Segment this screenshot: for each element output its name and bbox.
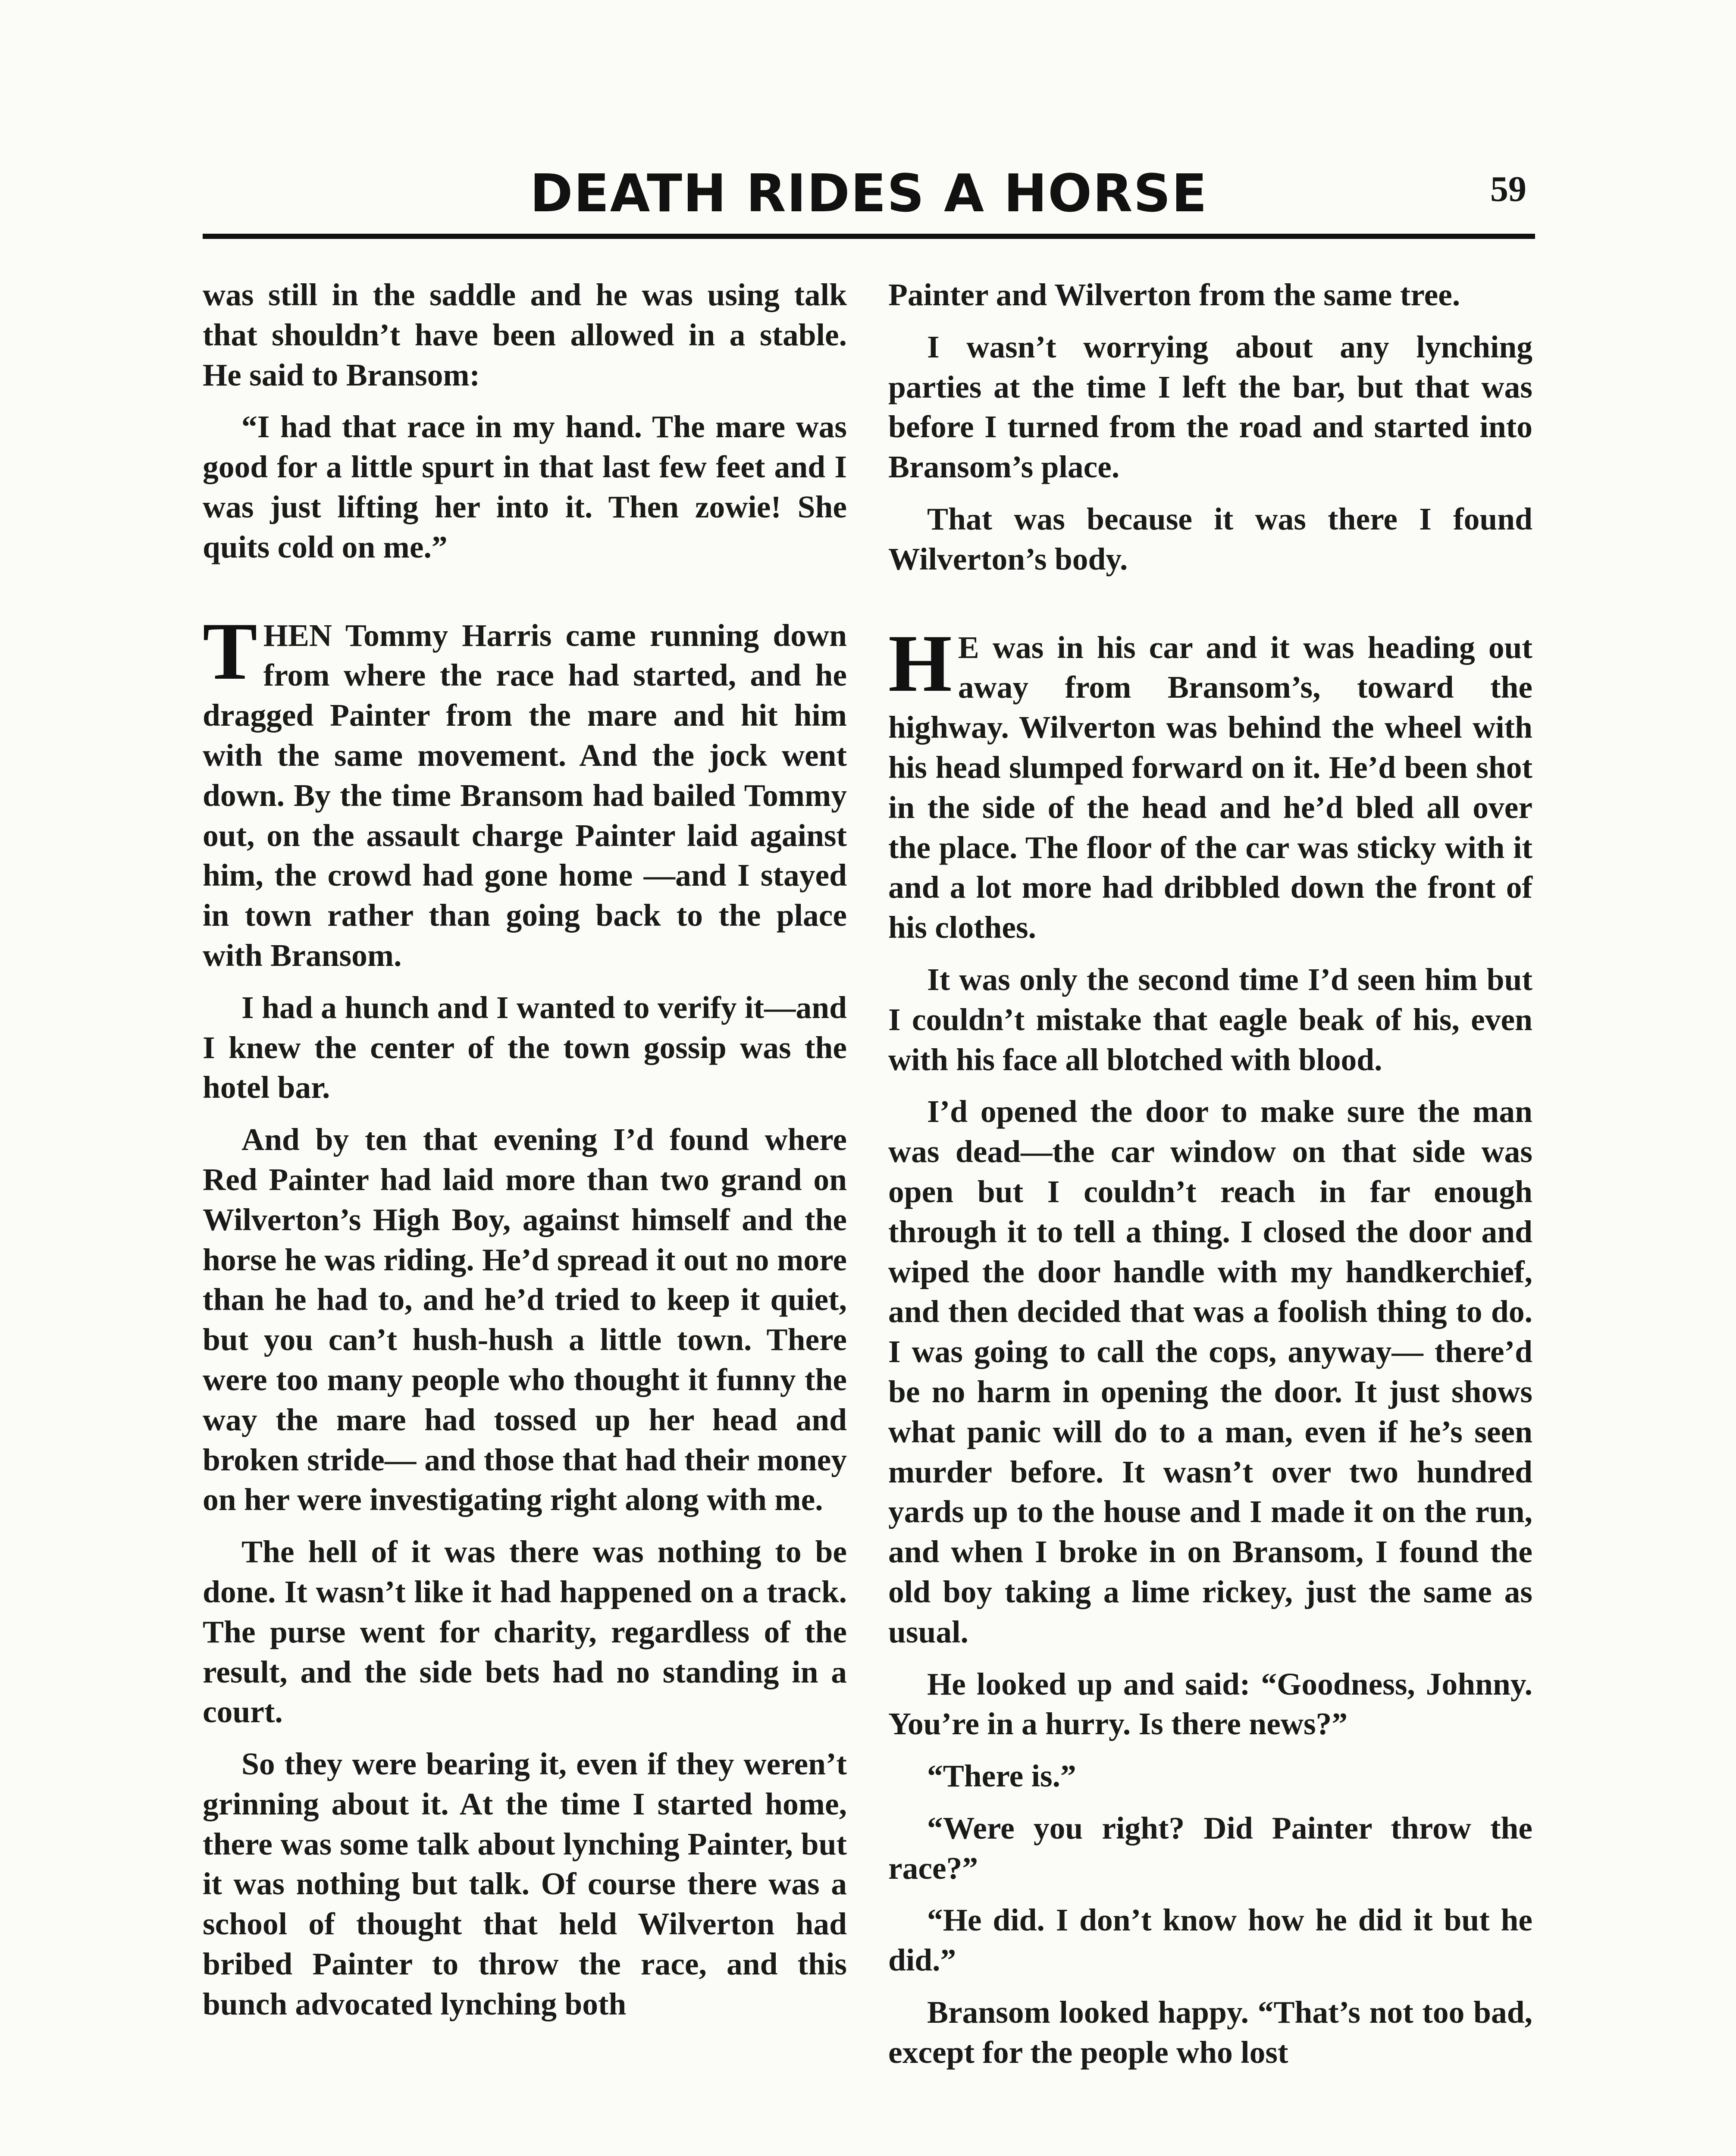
paragraph: “Were you right? Did Painter throw the race?”	[888, 1810, 1532, 1886]
right-column	[888, 275, 1532, 2085]
section-paragraph	[888, 618, 1532, 948]
left-column	[203, 275, 847, 2037]
paragraph: “I had that race in my hand. The mare was good for a little spurt in that last few feet and I was just lifting her into it. Then zowie! She quits cold on me.”	[203, 409, 847, 564]
paragraph: And by ten that evening I’d found where Red Painter had laid more than two grand on Wilverton’s High Boy, against himself and the horse he was riding. He’d spread it out no more than he had to, and he’d tried to keep it quiet, but you can’t hush-hush a little town. There were too many people who thought it funny the way the mare had tossed up her head and broken stride— and those that had their money on her were investigating right along with me.	[203, 1122, 847, 1517]
paragraph: I’d opened the door to make sure the man was dead—the car window on that side was open but I couldn’t reach in far enough through it to tell a thing. I closed the door and wiped the door handle with my handkerchief, and then decided that was a foolish thing to do. I was going to call the cops, anyway— there’d be no harm in opening the door. It just shows what panic will do to a man, even if he’s seen murder before. It wasn’t over two hundred yards up to the house and I made it on the run, and when I broke in on Bransom, I found the old boy taking a lime rickey, just the same as usual.	[888, 1094, 1532, 1649]
drop-cap: H	[888, 618, 952, 709]
lead-in: HEN	[263, 617, 332, 653]
page-number: 59	[1490, 169, 1526, 209]
paragraph: I wasn’t worrying about any lynching parties at the time I left the bar, but that was before I turned from the road and started into Bransom’s place.	[888, 329, 1532, 485]
section-paragraph	[203, 606, 847, 976]
paragraph: “He did. I don’t know how he did it but he did.”	[888, 1902, 1532, 1978]
paragraph: It was only the second time I’d seen him but I couldn’t mistake that eagle beak of his, even with his face all blotched with blood.	[888, 962, 1532, 1077]
paragraph: Painter and Wilverton from the same tree.	[888, 277, 1460, 312]
paragraph: So they were bearing it, even if they weren’t grinning about it. At the time I started home, there was some talk about lynching Painter, but it was nothing but talk. Of course there was a school of thought that held Wilverton had bribed Painter to throw the race, and this bunch advocated lynching both	[203, 1746, 847, 2021]
paragraph-text: Tommy Harris came running down from where the race had started, and he dragged Painter from the mare and hit him with the same movement. And the jock went down. By the time Bransom had bailed Tommy out, on the assault charge Painter laid against him, the crowd had gone home —and I stayed in town rather than going back to the place with Bransom.	[203, 617, 847, 973]
header-rule	[203, 234, 1535, 239]
paragraph: Bransom looked happy. “That’s not too bad, except for the people who lost	[888, 1995, 1532, 2070]
paragraph: was still in the saddle and he was using talk that shouldn’t have been allowed in a stable. He said to Bransom:	[203, 277, 847, 392]
paragraph: He looked up and said: “Goodness, Johnny. You’re in a hurry. Is there news?”	[888, 1666, 1532, 1742]
paragraph: “There is.”	[927, 1758, 1076, 1794]
paragraph: That was because it was there I found Wilverton’s body.	[888, 501, 1532, 577]
paragraph: I had a hunch and I wanted to verify it—and I knew the center of the town gossip was the hotel bar.	[203, 990, 847, 1105]
page-header	[203, 160, 1535, 224]
running-title: DEATH RIDES A HORSE	[530, 164, 1208, 224]
lead-in: E	[958, 630, 979, 665]
drop-cap: T	[203, 606, 257, 697]
paragraph-text: was in his car and it was heading out away from Bransom’s, toward the highway. Wilverton was behind the wheel with his head slumped forward on it. He’d been shot in the side of the head and he’d bled all over the place. The floor of the car was sticky with it and a lot more had dribbled down the front of his clothes.	[888, 630, 1532, 945]
paragraph: The hell of it was there was nothing to be done. It wasn’t like it had happened on a track. The purse went for charity, regardless of the result, and the side bets had no standing in a court.	[203, 1534, 847, 1730]
